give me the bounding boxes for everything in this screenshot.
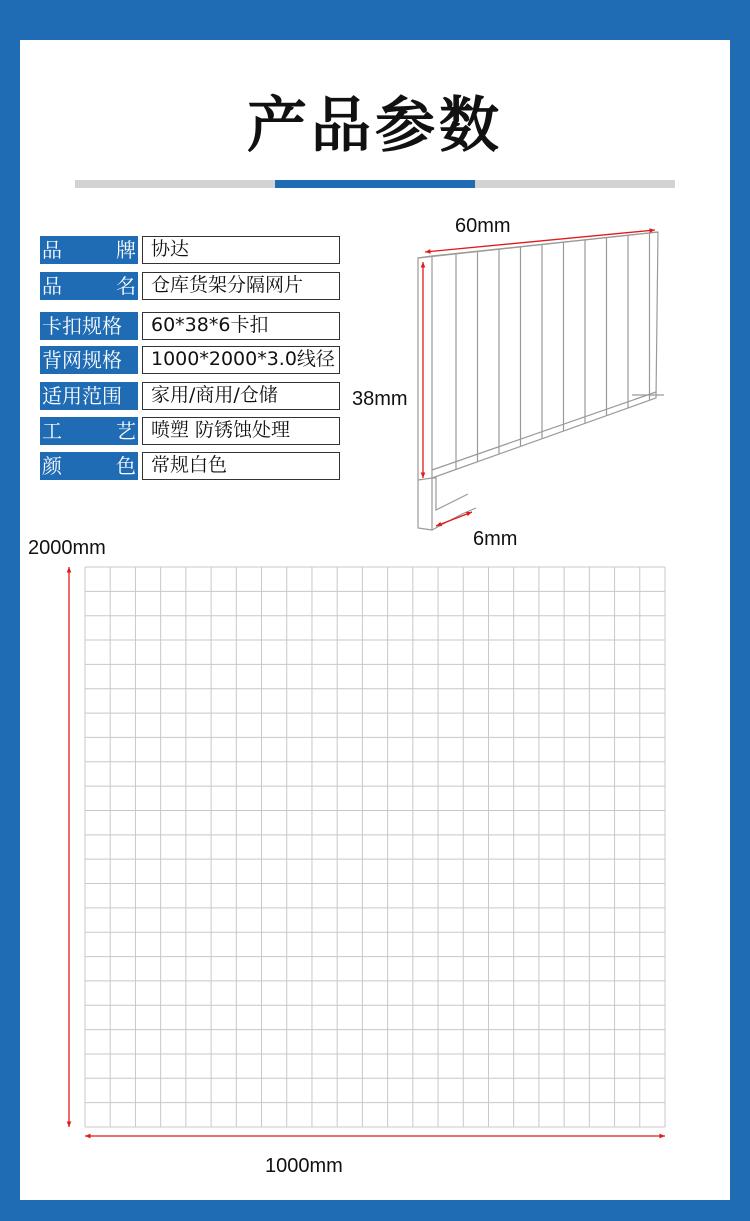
mesh-height-dimension-tail bbox=[67, 567, 72, 573]
spec-value: 家用/商用/仓储 bbox=[142, 382, 340, 410]
clip-depth-dimension-tail bbox=[436, 522, 442, 526]
spec-value: 仓库货架分隔网片 bbox=[142, 272, 340, 300]
clip-left-post bbox=[418, 256, 432, 480]
spec-label: 适用范围 bbox=[40, 382, 138, 410]
clip-top-rail bbox=[432, 232, 658, 478]
spec-label: 颜 色 bbox=[42, 454, 136, 478]
spec-value: 协达 bbox=[142, 236, 340, 264]
spec-value: 1000*2000*3.0线径 bbox=[142, 346, 340, 374]
spec-value: 60*38*6卡扣 bbox=[142, 312, 340, 340]
clip-depth-dimension-head bbox=[466, 512, 472, 516]
mesh-height-dimension-head bbox=[67, 1121, 72, 1127]
spec-label: 工 艺 bbox=[42, 419, 136, 443]
spec-value: 喷塑 防锈蚀处理 bbox=[142, 417, 340, 445]
clip-divider-frame bbox=[418, 232, 664, 530]
clip-top-edge bbox=[418, 232, 658, 258]
clip-depth-dimension bbox=[436, 512, 472, 526]
mesh-width-dimension-tail bbox=[85, 1134, 91, 1139]
mesh-grid bbox=[85, 567, 665, 1127]
clip-hook-front bbox=[418, 478, 432, 530]
spec-label: 背网规格 bbox=[40, 346, 138, 374]
clip-hook-bend bbox=[432, 478, 468, 510]
mesh-height-label: 2000mm bbox=[28, 537, 106, 559]
clip-bottom-rail bbox=[432, 392, 656, 470]
mesh-width-dimension-head bbox=[659, 1134, 665, 1139]
clip-width-label: 60mm bbox=[455, 215, 511, 237]
clip-depth-label: 6mm bbox=[473, 528, 518, 550]
clip-height-label: 38mm bbox=[352, 388, 408, 410]
clip-height-dimension-tail bbox=[421, 262, 426, 268]
mesh-width-label: 1000mm bbox=[265, 1155, 343, 1177]
spec-value: 常规白色 bbox=[142, 452, 340, 480]
spec-label: 品 牌 bbox=[42, 238, 136, 262]
spec-label: 卡扣规格 bbox=[40, 312, 138, 340]
spec-label: 品 名 bbox=[42, 274, 136, 298]
clip-height-dimension-head bbox=[421, 472, 426, 478]
page-title: 产品参数 bbox=[247, 91, 503, 161]
